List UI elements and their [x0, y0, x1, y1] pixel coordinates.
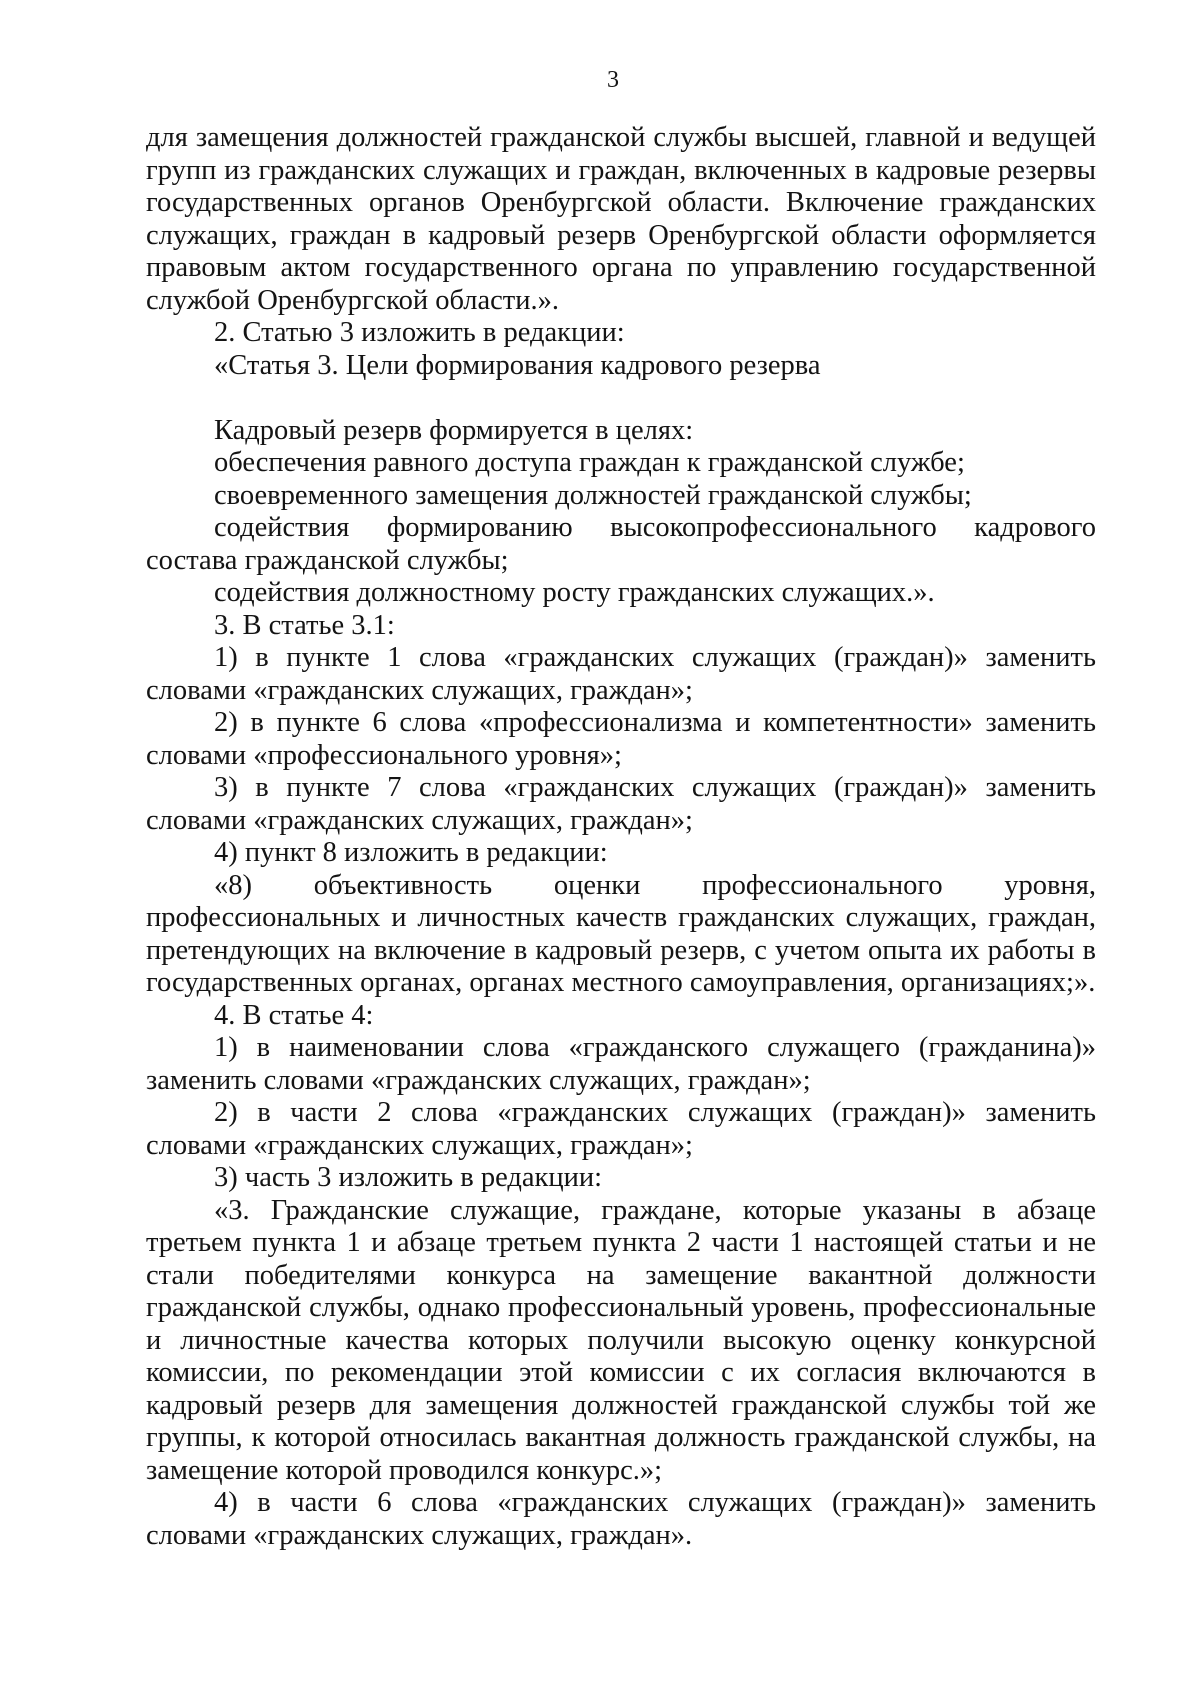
paragraph-goal-2: своевременного замещения должностей гражданской службы; — [214, 479, 972, 511]
paragraph-article-3-heading: «Статья 3. Цели формирования кадрового резерва — [214, 349, 821, 381]
paragraph-item-3: 3. В статье 3.1: — [214, 609, 395, 641]
paragraph-continuation: для замещения должностей гражданской службы высшей, главной и ведущей групп из гражданских служащих и граждан, включенных в кадровые резервы государственных органов Оренбургской области. Включение гражданских служащих, граждан в кадровый резерв Оренбургской области оформляется правовым актом государственного органа по управлению государственной службой Оренбургской области.». — [146, 122, 1096, 316]
paragraph-item-2: 2. Статью 3 изложить в редакции: — [214, 317, 625, 348]
paragraph-item-4-1: 1) в наименовании слова «гражданского служащего (гражданина)» заменить словами «гражданских служащих, граждан»; — [146, 1032, 1096, 1096]
paragraph-item-3-4: 4) пункт 8 изложить в редакции: — [214, 837, 608, 868]
paragraph-item-3-3: 3) в пункте 7 слова «гражданских служащих (граждан)» заменить словами «гражданских служащих, граждан»; — [146, 772, 1096, 836]
paragraph-item-4-2: 2) в части 2 слова «гражданских служащих (граждан)» заменить словами «гражданских служащих, граждан»; — [146, 1097, 1096, 1161]
blank-line — [146, 382, 1096, 415]
document-body — [146, 122, 1096, 1552]
paragraph-item-3-1: 1) в пункте 1 слова «гражданских служащих (граждан)» заменить словами «гражданских служащих, граждан»; — [146, 642, 1096, 706]
paragraph-item-4-3: 3) часть 3 изложить в редакции: — [214, 1162, 603, 1193]
paragraph-goals-intro: Кадровый резерв формируется в целях: — [214, 414, 694, 446]
paragraph-goal-4: содействия должностному росту гражданских служащих.». — [214, 577, 935, 608]
paragraph-item-4-3-text: «3. Гражданские служащие, граждане, которые указаны в абзаце третьем пункта 1 и абзаце третьем пункта 2 части 1 настоящей статьи и не стали победителями конкурса на замещение вакантной должности гражданской службы, однако профессиональный уровень, профессиональные и личностные качества которых получили высокую оценку конкурсной комиссии, по рекомендации этой комиссии с их согласия включаются в кадровый резерв для замещения должностей гражданской службы той же группы, к которой относилась вакантная должность гражданской службы, на замещение которой проводился конкурс.»; — [146, 1194, 1096, 1486]
page-number: 3 — [607, 67, 619, 93]
paragraph-goal-1: обеспечения равного доступа граждан к гражданской службе; — [214, 447, 965, 478]
paragraph-item-3-2: 2) в пункте 6 слова «профессионализма и компетентности» заменить словами «профессионального уровня»; — [146, 707, 1096, 771]
paragraph-item-3-4-text: «8) объективность оценки профессионального уровня, профессиональных и личностных качеств гражданских служащих, граждан, претендующих на включение в кадровый резерв, с учетом опыта их работы в государственных органах, органах местного самоуправления, организациях;». — [146, 869, 1096, 998]
paragraph-goal-3: содействия формированию высокопрофессионального кадрового состава гражданской службы; — [146, 512, 1096, 576]
paragraph-item-4-4: 4) в части 6 слова «гражданских служащих (граждан)» заменить словами «гражданских служащих, граждан». — [146, 1487, 1096, 1551]
paragraph-item-4: 4. В статье 4: — [214, 999, 374, 1031]
